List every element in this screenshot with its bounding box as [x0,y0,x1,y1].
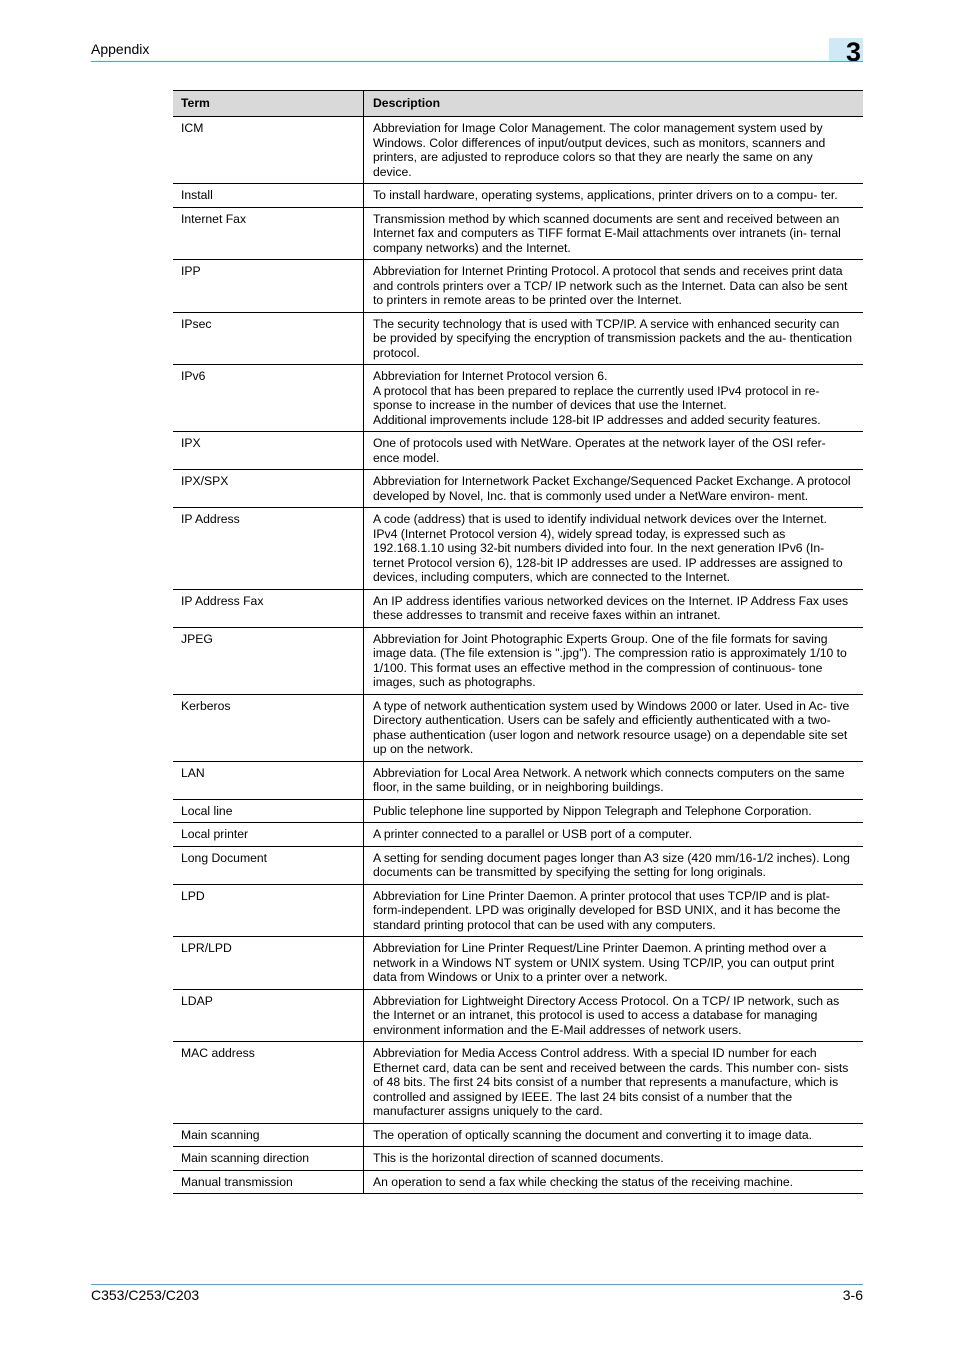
table-row [173,1123,863,1147]
table-row [173,823,863,847]
table-row [173,884,863,937]
description-cell: Abbreviation for Joint Photographic Experts Group. One of the file formats for saving image data. (The file extension is ".jpg"). The compression ratio is approximately 1/10 to 1/100. This format uses an effective method in the compression of continuous- tone images, such as photographs. [364,627,864,694]
description-cell: Transmission method by which scanned documents are sent and received between an Internet fax and computers as TIFF format E-Mail attachments over intranets (in- ternal company networks) and the Internet. [364,207,864,260]
term-cell: IP Address [173,508,364,590]
term-cell: IPsec [173,312,364,365]
description-cell: One of protocols used with NetWare. Operates at the network layer of the OSI refer- ence model. [364,432,864,470]
table-row [173,207,863,260]
table-row [173,365,863,432]
table-row [173,1042,863,1124]
description-cell: A code (address) that is used to identify individual network devices over the Internet. IPv4 (Internet Protocol version 4), widely spread today, is expressed such as 192.168.1.10 using 32-bit numbers divided into four. In the next generation IPv6 (In- ternet Protocol version 6), 128-bit IP addresses are used. IP addresses are assigned to devices, including computers, which are connected to the Internet. [364,508,864,590]
table-row [173,694,863,761]
table-row [173,470,863,508]
term-cell: Install [173,184,364,208]
description-cell: Abbreviation for Internet Protocol version 6. A protocol that has been prepared to replace the currently used IPv4 protocol in re- sponse to increase in the number of devices that use the Internet. Additional improvements include 128-bit IP addresses and added security features. [364,365,864,432]
table-row [173,260,863,313]
term-cell: Manual transmission [173,1170,364,1194]
term-cell: IPX/SPX [173,470,364,508]
glossary-table-head [173,91,863,117]
description-cell: A printer connected to a parallel or USB port of a computer. [364,823,864,847]
column-header-term: Term [173,91,364,117]
footer-divider [91,1284,863,1285]
term-cell: IPX [173,432,364,470]
description-cell: A type of network authentication system used by Windows 2000 or later. Used in Ac- tive Directory authentication. Users can be safely and efficiently authenticated with a two-phase authentication (user logon and network resource usage) on a dependable site set up on the network. [364,694,864,761]
table-row [173,799,863,823]
column-header-description: Description [364,91,864,117]
table-row [173,589,863,627]
term-cell: Main scanning direction [173,1147,364,1171]
term-cell: Internet Fax [173,207,364,260]
table-row [173,1147,863,1171]
description-cell: Abbreviation for Internetwork Packet Exchange/Sequenced Packet Exchange. A protocol developed by Novel, Inc. that is commonly used under a NetWare environ- ment. [364,470,864,508]
term-cell: ICM [173,117,364,184]
term-cell: Long Document [173,846,364,884]
table-row [173,937,863,990]
description-cell: An operation to send a fax while checking the status of the receiving machine. [364,1170,864,1194]
table-row [173,1170,863,1194]
description-cell: The operation of optically scanning the document and converting it to image data. [364,1123,864,1147]
term-cell: Local printer [173,823,364,847]
table-row [173,432,863,470]
description-cell: Abbreviation for Internet Printing Protocol. A protocol that sends and receives print data and controls printers over a TCP/ IP network such as the Internet. Data can also be sent to printers in remote areas to be printed over the Internet. [364,260,864,313]
term-cell: IP Address Fax [173,589,364,627]
description-cell: Abbreviation for Media Access Control address. With a special ID number for each Ethernet card, data can be sent and received between the cards. This number con- sists of 48 bits. The first 24 bits consist of a number that represents a manufacture, which is controlled and assigned by IEEE. The last 24 bits consist of a number that the manufacturer assigns uniquely to the card. [364,1042,864,1124]
term-cell: JPEG [173,627,364,694]
table-row [173,989,863,1042]
description-cell: An IP address identifies various networked devices on the Internet. IP Address Fax uses these addresses to transmit and receive faxes within an intranet. [364,589,864,627]
description-cell: Abbreviation for Image Color Management. The color management system used by Windows. Color differences of input/output devices, such as monitors, scanners and printers, are adjusted to reproduce colors so that they are nearly the same on any device. [364,117,864,184]
description-cell: To install hardware, operating systems, applications, printer drivers on to a compu- ter. [364,184,864,208]
description-cell: Abbreviation for Lightweight Directory Access Protocol. On a TCP/ IP network, such as the Internet or an intranet, this protocol is used to access a database for managing environment information and the E-Mail addresses of network users. [364,989,864,1042]
table-row [173,508,863,590]
term-cell: LAN [173,761,364,799]
page-header-title: Appendix [91,41,150,57]
term-cell: MAC address [173,1042,364,1124]
chapter-number: 3 [846,37,862,67]
table-row [173,184,863,208]
description-cell: This is the horizontal direction of scanned documents. [364,1147,864,1171]
term-cell: Local line [173,799,364,823]
description-cell: Public telephone line supported by Nippon Telegraph and Telephone Corporation. [364,799,864,823]
description-cell: The security technology that is used with TCP/IP. A service with enhanced security can be provided by specifying the encryption of transmission packets and the au- thentication protocol. [364,312,864,365]
term-cell: Main scanning [173,1123,364,1147]
table-row [173,846,863,884]
header-row [173,91,863,117]
description-cell: Abbreviation for Line Printer Daemon. A printer protocol that uses TCP/IP and is plat- form-independent. LPD was originally developed for BSD UNIX, and it has become the standard printing protocol that can be used with any computers. [364,884,864,937]
table-row [173,117,863,184]
description-cell: Abbreviation for Local Area Network. A network which connects computers on the same floor, in the same building, or in neighboring buildings. [364,761,864,799]
table-row [173,761,863,799]
footer-page-number: 3-6 [842,1287,863,1303]
header-divider [91,61,863,62]
footer-model-name: C353/C253/C203 [91,1287,200,1303]
term-cell: LPD [173,884,364,937]
term-cell: Kerberos [173,694,364,761]
term-cell: LDAP [173,989,364,1042]
table-row [173,627,863,694]
glossary-table-body [173,117,863,1194]
glossary-table [173,90,863,1194]
term-cell: LPR/LPD [173,937,364,990]
description-cell: A setting for sending document pages longer than A3 size (420 mm/16-1/2 inches). Long documents can be transmitted by specifying the setting for long originals. [364,846,864,884]
term-cell: IPv6 [173,365,364,432]
description-cell: Abbreviation for Line Printer Request/Line Printer Daemon. A printing method over a network in a Windows NT system or UNIX system. Using TCP/IP, you can output print data from Windows or Unix to a printer over a network. [364,937,864,990]
table-row [173,312,863,365]
term-cell: IPP [173,260,364,313]
